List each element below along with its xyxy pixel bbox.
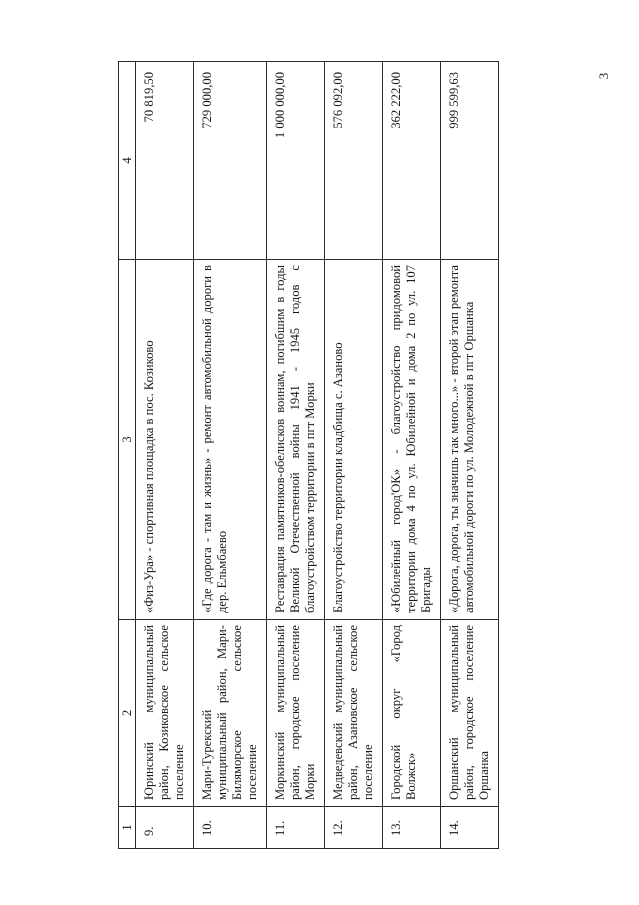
district-cell: Юринский муниципальный район, Козиковское сельское поселение [136, 620, 194, 807]
district-cell: Медведевский муниципальный район, Азановское сельское поселение [325, 620, 383, 807]
row-number: 14. [441, 807, 499, 849]
table-row [325, 62, 383, 849]
amount-cell: 70 819,50 [136, 62, 194, 260]
district-cell: Моркинский муниципальный район, городское поселение Морки [267, 620, 325, 807]
table-header-row [119, 62, 136, 849]
table-row [267, 62, 325, 849]
project-cell: «Физ-Ура» - спортивная площадка в пос. Козиково [136, 260, 194, 620]
district-cell: Городской округ «Город Волжск» [383, 620, 441, 807]
amount-cell: 362 222,00 [383, 62, 441, 260]
table-row [136, 62, 194, 849]
header-cell-3: 3 [119, 260, 136, 620]
header-cell-2: 2 [119, 620, 136, 807]
amount-cell: 1 000 000,00 [267, 62, 325, 260]
district-cell: Мари-Турекский муниципальный район, Мари-Биляморское сельское поселение [194, 620, 267, 807]
project-cell: «Где дорога - там и жизнь» - ремонт автомобильной дороги в дер. Ельмбаево [194, 260, 267, 620]
amount-cell: 576 092,00 [325, 62, 383, 260]
project-cell: Благоустройство территории кладбища с. Азаново [325, 260, 383, 620]
grants-table [118, 61, 499, 849]
table-row [383, 62, 441, 849]
table-row [441, 62, 499, 849]
row-number: 9. [136, 807, 194, 849]
project-cell: Реставрация памятников-обелисков воинам, погибшим в годы Великой Отечественной войны 1941 - 1945 годов с благоустройством территории в пгт Морки [267, 260, 325, 620]
table-row [194, 62, 267, 849]
district-cell: Оршанский муниципальный район, городское поселение Оршанка [441, 620, 499, 807]
row-number: 11. [267, 807, 325, 849]
project-cell: «Дорога, дорога, ты значишь так много...» - второй этап ремонта автомобильной дороги по ул. Молодежной в пгт Оршанка [441, 260, 499, 620]
row-number: 13. [383, 807, 441, 849]
page-number: 3 [596, 72, 611, 80]
rotated-table-container [118, 62, 590, 849]
row-number: 12. [325, 807, 383, 849]
header-cell-1: 1 [119, 807, 136, 849]
amount-cell: 999 599,63 [441, 62, 499, 260]
amount-cell: 729 000,00 [194, 62, 267, 260]
row-number: 10. [194, 807, 267, 849]
project-cell: «Юбилейный город'ОК» - благоустройство придомовой территории дома 4 по ул. Юбилейной и дома 2 по ул. 107 Бригады [383, 260, 441, 620]
header-cell-4: 4 [119, 62, 136, 260]
